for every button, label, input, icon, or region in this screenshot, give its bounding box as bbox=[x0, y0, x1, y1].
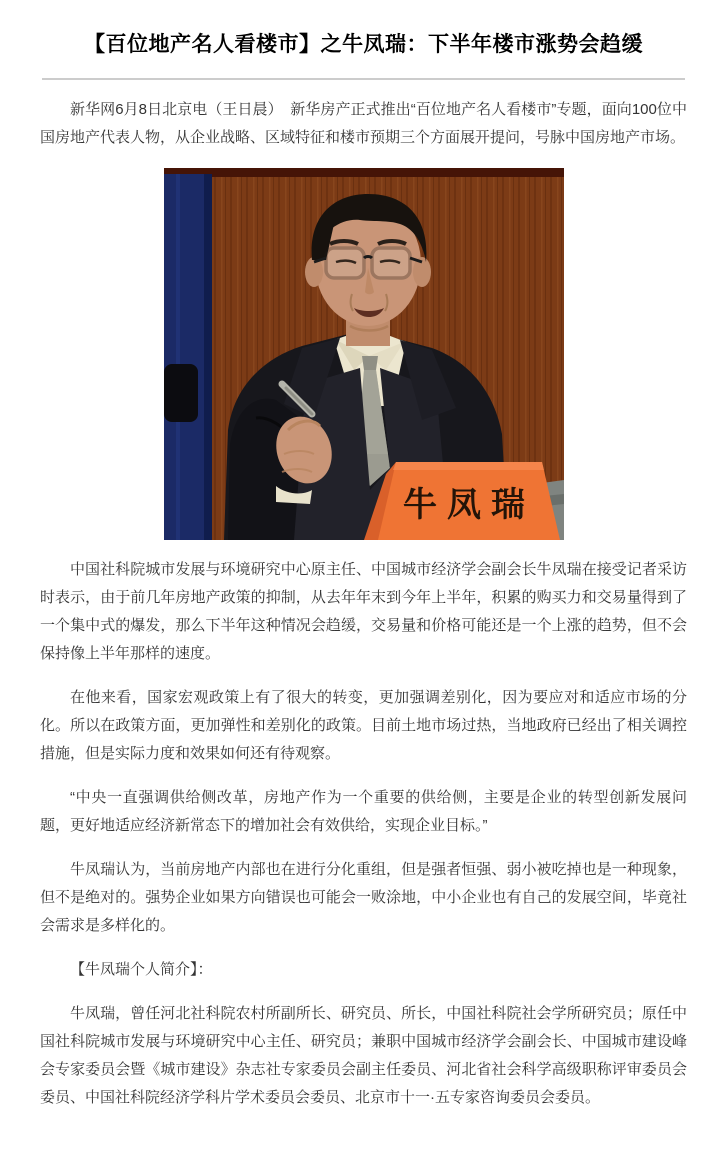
article-photo bbox=[164, 168, 564, 540]
title-divider bbox=[42, 78, 685, 80]
paragraph-bio: 牛凤瑞，曾任河北社科院农村所副所长、研究员、所长，中国社科院社会学所研究员；原任中国社科院城市发展与环境研究中心主任、研究员；兼职中国城市经济学会副会长、中国城市建设峰会专家委员会暨《城市建设》杂志社专家委员会副主任委员、河北省社会科学高级职称评审委员会委员、中国社科院经济学科片学术委员会委员、北京市十一·五专家咨询委员会委员。 bbox=[40, 1005, 687, 1106]
paragraph-interview-3: 牛凤瑞认为，当前房地产内部也在进行分化重组，但是强者恒强、弱小被吃掉也是一种现象，但不是绝对的。强势企业如果方向错误也可能会一败涂地，中小企业也有自己的发展空间，毕竟社会需求是多样化的。 bbox=[40, 861, 687, 934]
panel-top-band bbox=[164, 168, 564, 177]
paragraph-interview-2: 在他来看，国家宏观政策上有了很大的转变，更加强调差别化，因为要应对和适应市场的分化。所以在政策方面，更加弹性和差别化的政策。目前土地市场过热，当地政府已经出了相关调控措施，但是实际力度和效果如何还有待观察。 bbox=[40, 689, 687, 762]
tie bbox=[362, 356, 378, 370]
paragraph-lead: 新华网6月8日北京电（王日晨） 新华房产正式推出“百位地产名人看楼市”专题，面向100位中国房地产代表人物，从企业战略、区域特征和楼市预期三个方面展开提问，号脉中国房地产市场。 bbox=[40, 101, 687, 146]
nameplate bbox=[364, 462, 560, 540]
article bbox=[0, 28, 711, 1164]
bio-section-heading: 【牛凤瑞个人简介】： bbox=[70, 961, 213, 978]
article-title: 【百位地产名人看楼市】之牛凤瑞：下半年楼市涨势会趋缓 bbox=[84, 33, 643, 56]
paragraph-interview-1: 中国社科院城市发展与环境研究中心原主任、中国城市经济学会副会长牛凤瑞在接受记者采访时表示，由于前几年房地产政策的抑制，从去年年末到今年上半年，积累的购买力和交易量得到了一个集中式的爆发，那么下半年这种情况会趋缓，交易量和价格可能还是一个上涨的趋势，但不会保持像上半年那样的速度。 bbox=[40, 561, 687, 662]
nameplate-name-text: 牛凤瑞 bbox=[402, 485, 535, 525]
chair-shadow bbox=[164, 364, 198, 422]
photo-wrapper bbox=[40, 168, 687, 540]
paragraph-quote: “中央一直强调供给侧改革，房地产作为一个重要的供给侧，主要是企业的转型创新发展问题，更好地适应经济新常态下的增加社会有效供给，实现企业目标。” bbox=[40, 789, 687, 834]
